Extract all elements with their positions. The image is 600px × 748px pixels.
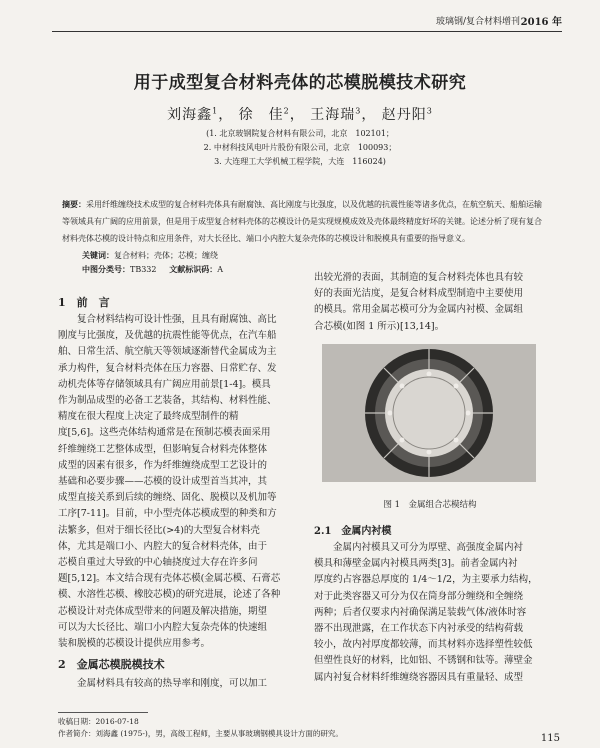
text-line: 承力构件，复合材料壳体在压力容器、日常贮存、发 — [58, 362, 277, 374]
page-number: 115 — [540, 733, 560, 744]
figure-metal-mandrel — [322, 344, 536, 482]
keywords — [82, 250, 218, 261]
text-line: 的模具。常用金属芯模可分为金属内衬模、金属组 — [314, 304, 524, 316]
author-name: 赵丹阳 — [381, 107, 427, 123]
text-line: 属内衬复合材料纤维缠绕容器因具有重量轻、成型 — [314, 671, 524, 683]
journal-year: 2016 年 — [520, 17, 562, 28]
text-line: 装和脱模的芯模设计提供应用参考。 — [58, 638, 211, 650]
text-line: 成型的因素有很多，作为纤维缠绕成型工艺设计的 — [58, 459, 268, 471]
text-line: 可以为大长径比、端口小内腔大复杂壳体的快速组 — [58, 621, 268, 633]
text-line: 出较光滑的表面，其制造的复合材料壳体也具有较 — [314, 272, 524, 283]
subsection-heading: 2.1 金属内衬模 — [314, 526, 392, 537]
author-list: 刘海鑫$^1$， 徐 佳$^2$， 王海瑞$^3$， 赵丹阳$^3$ — [167, 106, 433, 123]
affiliation-line: 3. 大连理工大学机械工程学院，大连 116024) — [214, 157, 386, 166]
header-rule — [52, 31, 562, 32]
keywords-text: 复合材料；壳体；芯模；缠绕 — [114, 251, 218, 260]
text-line: 复合材料结构可设计性强，且具有耐腐蚀、高比 — [58, 314, 277, 325]
abstract — [62, 196, 542, 247]
author-name: 徐 佳 — [238, 107, 284, 123]
doc-code-label: 文献标识码： — [169, 264, 218, 274]
text-line: 刚度与比强度，及优越的抗震性能等优点，在汽车船 — [58, 330, 277, 342]
text-line: 舶、日常生活、航空航天等领域逐渐替代金属成为主 — [58, 346, 277, 358]
text-line: 模、水溶性芯模、橡胶芯模)的研究进展，论述了各种 — [58, 589, 281, 601]
keywords-label: 关键词： — [82, 250, 114, 260]
text-line: 芯模自重过大导致的中心轴挠度过大存在许多问 — [58, 557, 258, 569]
text-line: 两种；后者仅要求内衬确保满足装载气体/液体时容 — [314, 606, 527, 618]
text-line: 较小，故内衬厚度都较薄，而其材料亦选择塑性较低 — [314, 639, 533, 651]
author-name: 王海瑞 — [310, 107, 356, 123]
text-line: 动机壳体等存储领域具有广阔应用前景[1-4]。模具 — [58, 378, 271, 390]
section21-body — [314, 540, 546, 686]
right-column-intro — [314, 270, 546, 335]
text-line: 厚度约占容器总厚度的 1/4～1/2，为主要承力结构， — [314, 574, 538, 586]
author-sup: 3 — [355, 106, 362, 116]
paper-title: 用于成型复合材料壳体的芯模脱模技术研究 — [133, 73, 467, 93]
text-line: 金属材料具有较高的热导率和刚度，可以加工 — [58, 678, 268, 689]
text-line: 度[5,6]。这些壳体结构通常是在预制芯模表面采用 — [58, 427, 271, 439]
text-line: 对于此类容器又可分为仅在筒身部分缠绕和全缠绕 — [314, 590, 524, 602]
affiliation-line: (1. 北京玻钢院复合材料有限公司，北京 102101； — [206, 129, 394, 138]
footnote-rule — [58, 712, 148, 713]
doc-code-value: A — [217, 265, 223, 274]
section1-body — [58, 312, 294, 652]
text-line: 题[5,12]。本文结合现有壳体芯模(金属芯模、石膏芯 — [58, 573, 281, 585]
running-head — [0, 10, 600, 32]
text-line: 成型直接关系到后续的缠绕、固化、脱模以及机加等 — [58, 492, 277, 504]
text-line: 金属内衬模具又可分为厚壁、高强度金属内衬 — [314, 542, 524, 553]
footnote-author: 作者简介：刘海鑫 (1975-)，男，高级工程师，主要从事玻璃钢模具设计方面的研究。 — [58, 729, 343, 738]
author-sup: 1 — [212, 106, 219, 116]
text-line: 但塑性良好的材料，比如铝、不锈钢和钛等。薄壁金 — [314, 655, 533, 667]
journal-name: 玻璃钢/复合材料增刊 — [435, 17, 520, 27]
clc-label: 中图分类号： — [82, 264, 130, 274]
text-line: 纤维缠绕工艺整体成型，但影响复合材料壳体整体 — [58, 443, 268, 455]
text-line: 作为制品成型的必备工艺装备，其结构、材料性能、 — [58, 395, 277, 407]
text-line: 芯模设计对壳体成型带来的问题及解决措施，期望 — [58, 605, 268, 617]
abstract-label: 摘要： — [62, 199, 86, 209]
inner-cavity — [385, 369, 473, 457]
author-sup: 2 — [283, 106, 290, 116]
section-heading: 2 金属芯模脱模技术 — [58, 658, 165, 671]
text-line: 工序[7-11]。目前，中小型壳体芯模成型的种类和方 — [58, 508, 277, 520]
section-heading: 1 前 言 — [58, 296, 110, 309]
footnote-received: 收稿日期：2016-07-18 — [58, 717, 139, 726]
figure-caption: 图 1 金属组合芯模结构 — [383, 500, 477, 510]
text-line: 好的表面光洁度，是复合材料成型制造中主要使用 — [314, 288, 524, 300]
text-line: 基础和必要步骤——芯模的设计成型首当其冲，其 — [58, 476, 268, 488]
author-sup: 3 — [426, 106, 433, 116]
text-line: 器不出现泄露，在工作状态下内衬承受的结构荷载 — [314, 623, 524, 635]
author-name: 刘海鑫 — [167, 107, 213, 123]
text-line: 体，尤其是端口小、内腔大的复合材料壳体，由于 — [58, 540, 268, 552]
classification — [82, 264, 223, 275]
abstract-text: 采用纤维缠绕技术成型的复合材料壳体具有耐腐蚀、高比刚度与比强度，以及优越的抗震性能等诸多优点，在航空航天、船舶运输等领域具有广阔的应用前景，但是用于成型复合材料壳体的芯模设计仍是实现规模成效及壳体最终精度好坏的关键。论述分析了现有复合材料壳体芯模的设计特点和应用条件，对大长径比、端口小内腔大复杂壳体的芯模设计和脱模具有重要的指导意义。 — [62, 200, 542, 243]
text-line: 模具和薄壁金属内衬模具两类[3]。前者金属内衬 — [314, 558, 518, 570]
text-line: 合芯模(如图 1 所示)[13,14]。 — [314, 320, 445, 332]
text-line: 精度在很大程度上决定了最终成型制件的精 — [58, 411, 239, 423]
text-line: 法繁多，但对于细长径比(>4)的大型复合材料壳 — [58, 524, 260, 536]
affiliation-line: 2. 中材科技风电叶片股份有限公司，北京 100093； — [203, 143, 397, 152]
section2-body — [58, 676, 294, 692]
clc-value: TB332 — [130, 265, 157, 274]
